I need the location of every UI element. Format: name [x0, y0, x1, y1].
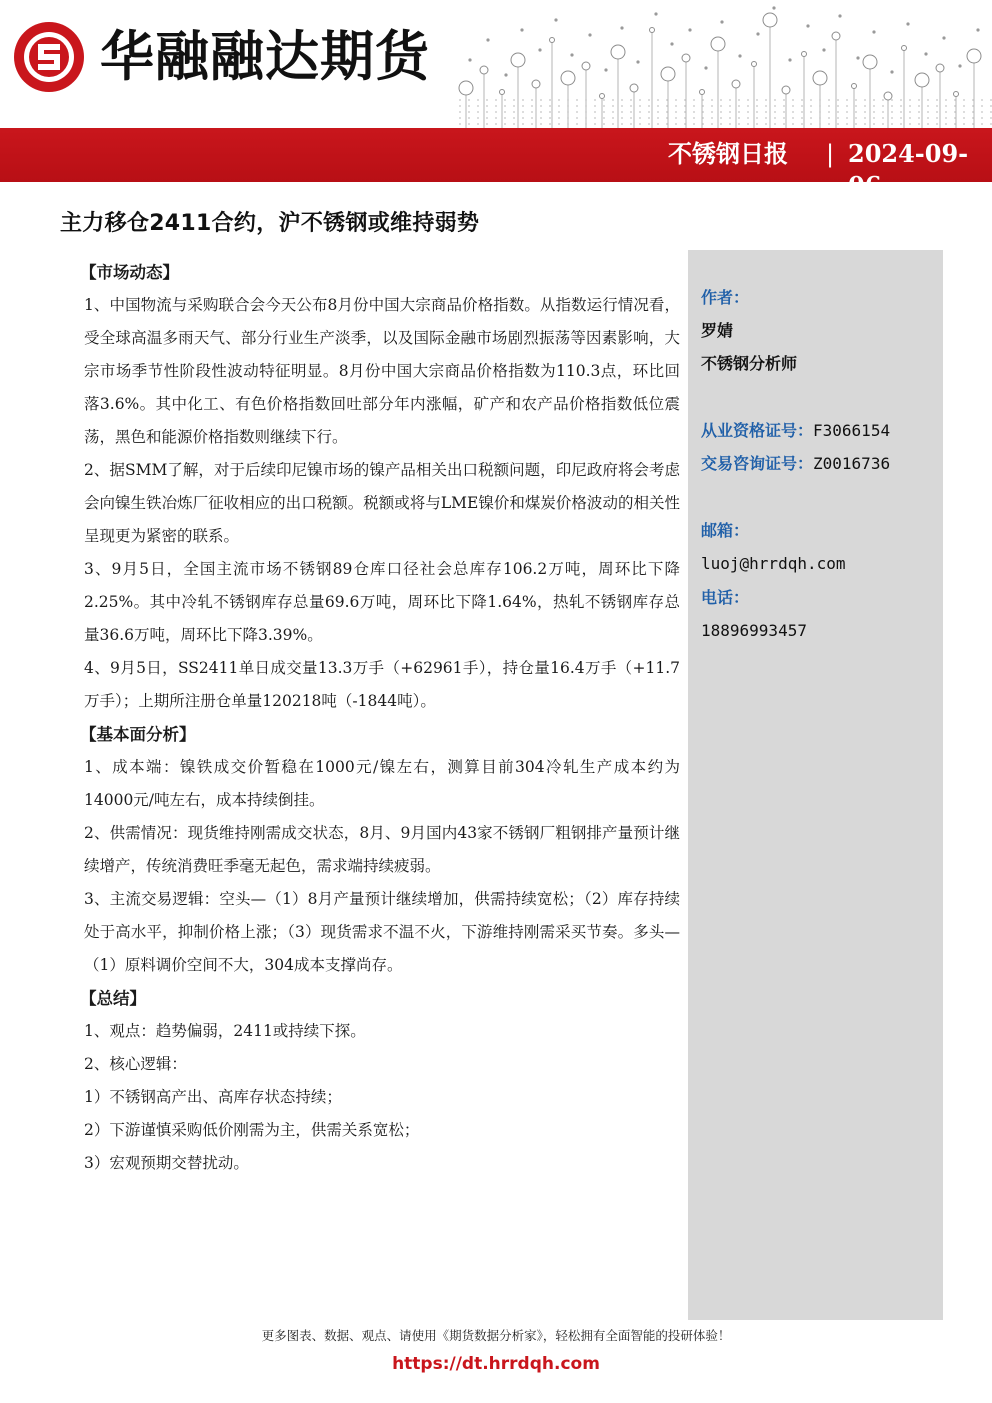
email-address[interactable]: luoj@hrrdqh.com — [701, 554, 846, 573]
paragraph: 1、观点：趋势偏弱，2411或持续下探。 — [84, 1022, 366, 1040]
report-title: 主力移仓2411合约，沪不锈钢或维持弱势 — [60, 211, 480, 236]
paragraph: 3）宏观预期交替扰动。 — [84, 1154, 249, 1172]
company-logo-icon — [12, 20, 86, 94]
report-type: 不锈钢日报 — [668, 140, 788, 168]
paragraph: 1、成本端：镍铁成交价暂稳在1000元/镍左右，测算目前304冷轧生产成本约为14000元/吨左右，成本持续倒挂。 — [84, 758, 680, 809]
paragraph: 2、核心逻辑： — [84, 1055, 187, 1073]
section-heading: 【总结】 — [80, 989, 146, 1008]
section-market — [80, 256, 680, 718]
report-body — [80, 256, 680, 1180]
phone-number: 18896993457 — [701, 621, 807, 640]
report-separator: | — [826, 140, 835, 168]
footer-link[interactable]: https://dt.hrrdqh.com — [392, 1354, 600, 1374]
paragraph: 1）不锈钢高产出、高库存状态持续； — [84, 1088, 342, 1106]
section-heading: 【基本面分析】 — [80, 725, 196, 744]
author-label: 作者： — [701, 288, 750, 307]
section-heading: 【市场动态】 — [80, 263, 179, 282]
section-summary — [80, 982, 680, 1180]
header-decoration — [456, 0, 992, 130]
paragraph: 2、据SMM了解，对于后续印尼镍市场的镍产品相关出口税额问题，印尼政府将会考虑会向镍生铁冶炼厂征收相应的出口税额。税额或将与LME镍价和煤炭价格波动的相关性呈现更为紧密的联系。 — [84, 461, 680, 545]
paragraph: 2）下游谨慎采购低价刚需为主，供需关系宽松； — [84, 1121, 420, 1139]
paragraph: 2、供需情况：现货维持刚需成交状态，8月、9月国内43家不锈钢厂粗钢排产量预计继续增产，传统消费旺季毫无起色，需求端持续疲弱。 — [84, 824, 680, 875]
phone-label: 电话： — [701, 588, 750, 607]
consult-row — [701, 452, 890, 476]
paragraph: 3、9月5日，全国主流市场不锈钢89仓库口径社会总库存106.2万吨，周环比下降2.25%。其中冷轧不锈钢库存总量69.6万吨，周环比下降1.64%，热轧不锈钢库存总量36.6万吨，周环比下降3.39%。 — [84, 560, 680, 644]
company-logo — [12, 20, 430, 94]
qualification-number: F3066154 — [813, 421, 891, 440]
footer-promo: 更多图表、数据、观点、请使用《期货数据分析家》，轻松拥有全面智能的投研体验！ — [261, 1328, 731, 1343]
section-fundamentals — [80, 718, 680, 982]
author-name: 罗婧 — [701, 321, 734, 340]
report-date: 2024-09-06 — [848, 139, 969, 200]
qualification-label: 从业资格证号： — [701, 421, 814, 440]
paragraph: 3、主流交易逻辑：空头—（1）8月产量预计继续增加，供需持续宽松；（2）库存持续处于高水平，抑制价格上涨；（3）现货需求不温不火，下游维持刚需采买节奏。多头—（1）原料调价空间不大，304成本支撑尚存。 — [84, 890, 680, 974]
company-name: 华融融达期货 — [100, 25, 430, 88]
paragraph: 1、中国物流与采购联合会今天公布8月份中国大宗商品价格指数。从指数运行情况看，受全球高温多雨天气、部分行业生产淡季，以及国际金融市场剧烈振荡等因素影响，大宗市场季节性阶段性波动特征明显。8月份中国大宗商品价格指数为110.3点，环比回落3.6%。其中化工、有色价格指数回吐部分年内涨幅，矿产和农产品价格指数低位震荡，黑色和能源价格指数则继续下行。 — [84, 296, 680, 446]
consult-number: Z0016736 — [813, 454, 891, 473]
email-label: 邮箱： — [701, 521, 750, 540]
paragraph: 4、9月5日，SS2411单日成交量13.3万手（+62961手），持仓量16.4万手（+11.7万手）；上期所注册仓单量120218吨（-1844吨）。 — [84, 659, 680, 710]
consult-label: 交易咨询证号： — [701, 454, 814, 473]
qualification-row — [701, 419, 890, 443]
report-banner — [0, 128, 992, 182]
author-sidebar — [688, 250, 943, 1320]
author-title: 不锈钢分析师 — [701, 354, 798, 373]
